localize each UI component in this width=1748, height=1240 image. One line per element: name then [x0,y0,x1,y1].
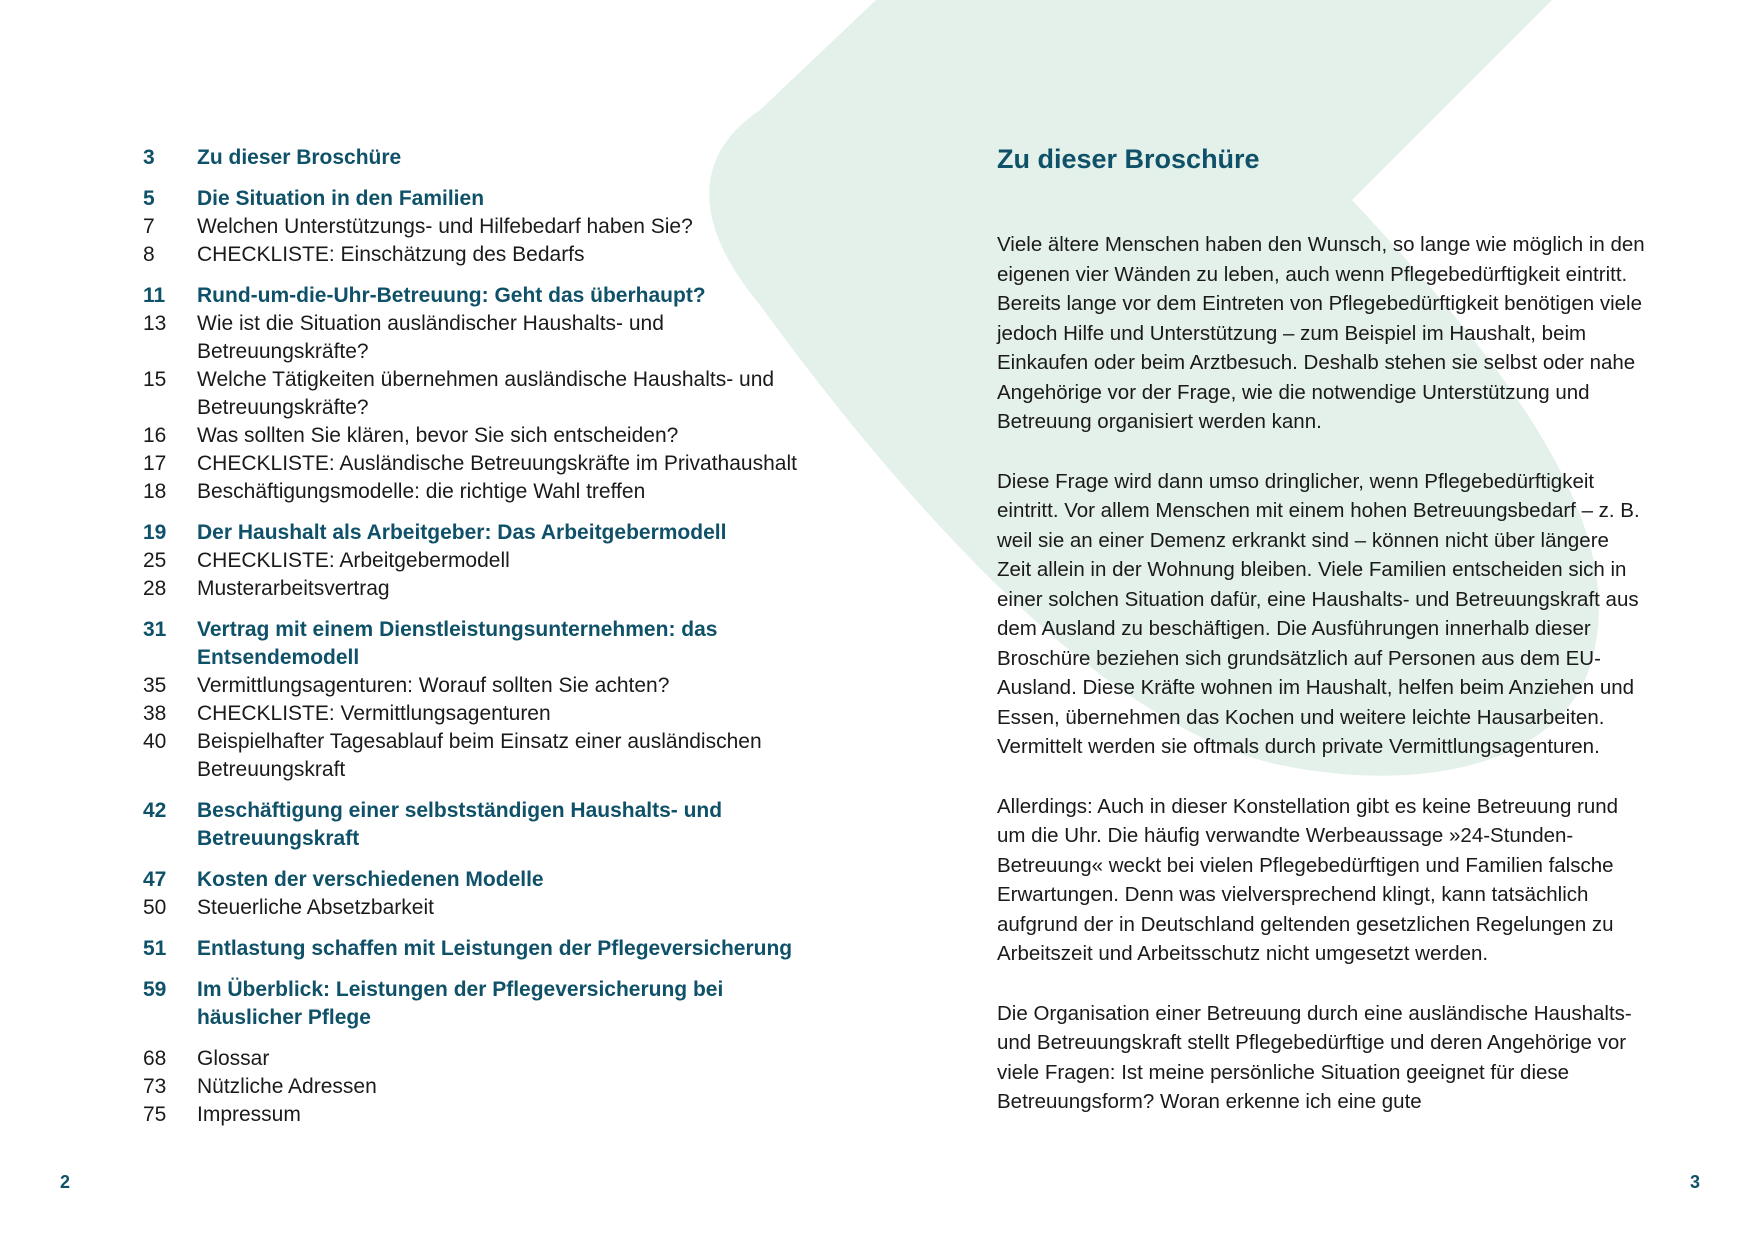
toc-page-number: 35 [143,674,167,697]
toc-page-number: 51 [143,937,167,960]
intro-paragraph-2: Diese Frage wird dann umso dringlicher, wenn Pflegebedürftigkeit eintritt. Vor allem Menschen mit einem hohen Betreuungsbedarf – z. B. weil sie an einer Demenz erkrankt sind – können nicht über längere Zeit allein in der Wohnung bleiben. Viele Familien entscheiden sich in einer solchen Situation dafür, eine Haushalts- und Betreuungskraft aus dem Ausland zu beschäftigen. Die Ausführungen innerhalb dieser Broschüre beziehen sich grundsätzlich auf Personen aus dem EU-Ausland. Diese Kräfte wohnen im Haushalt, helfen beim Anziehen und Essen, übernehmen das Kochen und weitere leichte Hausarbeiten. Vermittelt werden sie oftmals durch private Vermittlungsagenturen. [997,469,1640,758]
toc-entry-title: Kosten der verschiedenen Modelle [197,868,544,891]
table-of-contents [143,144,803,1142]
toc-page-number: 50 [143,896,167,919]
page-number-right: 3 [1690,1172,1701,1192]
intro-paragraph-3: Allerdings: Auch in dieser Konstellation gibt es keine Betreuung rund um die Uhr. Die häufig verwandte Werbeaussage »24-Stunden-Betreuung« weckt bei vielen Pflegebedürftigen und Familien falsche Erwartungen. Denn was vielversprechend klingt, kann tatsächlich aufgrund der in Deutschland geltenden gesetzlichen Regelungen zu Arbeitszeit und Arbeitsschutz nicht umgesetzt werden. [997,794,1619,965]
toc-subentry[interactable] [143,1073,803,1101]
toc-subentry[interactable] [143,366,803,422]
toc-subentry[interactable] [143,728,803,784]
toc-entry-title: CHECKLISTE: Arbeitgebermodell [197,549,510,572]
toc-entry-title: Vermittlungsagenturen: Worauf sollten Sie achten? [197,674,670,697]
toc-subentry[interactable] [143,213,803,241]
toc-chapter-entry[interactable] [143,976,803,1032]
toc-page-number: 40 [143,730,167,753]
toc-entry-title: Was sollten Sie klären, bevor Sie sich entscheiden? [197,424,679,447]
toc-chapter-entry[interactable] [143,616,803,672]
toc-page-number: 17 [143,452,167,475]
toc-entry-title: Steuerliche Absetzbarkeit [197,896,434,919]
toc-subentry[interactable] [143,478,803,506]
toc-entry-title: Wie ist die Situation ausländischer Haushalts- und Betreuungskräfte? [197,312,664,363]
toc-subentry[interactable] [143,672,803,700]
toc-page-number: 38 [143,702,167,725]
toc-page-number: 18 [143,480,167,503]
toc-subentry[interactable] [143,450,803,478]
toc-entry-title: Beispielhafter Tagesablauf beim Einsatz einer ausländischen Betreuungskraft [197,730,762,781]
toc-entry-title: Im Überblick: Leistungen der Pflegeversicherung bei häuslicher Pflege [197,978,724,1029]
toc-subentry[interactable] [143,241,803,269]
toc-entry-title: Vertrag mit einem Dienstleistungsunternehmen: das Entsendemodell [197,618,718,669]
toc-page-number: 13 [143,312,167,335]
toc-page-number: 19 [143,521,167,544]
toc-page-number: 15 [143,368,167,391]
toc-chapter-entry[interactable] [143,866,803,894]
toc-subentry[interactable] [143,310,803,366]
intro-section [997,142,1647,1147]
toc-page-number: 7 [143,215,155,238]
toc-entry-title: Impressum [197,1103,301,1126]
toc-page-number: 31 [143,618,167,641]
toc-chapter-entry[interactable] [143,144,803,172]
toc-page-number: 3 [143,146,155,169]
toc-group [143,282,803,506]
toc-group [143,935,803,963]
toc-chapter-entry[interactable] [143,797,803,853]
toc-subentry[interactable] [143,422,803,450]
toc-page-number: 11 [143,284,166,307]
toc-page-number: 28 [143,577,167,600]
toc-group [143,866,803,922]
toc-page-number: 73 [143,1075,167,1098]
toc-group [143,797,803,853]
toc-page-number: 75 [143,1103,167,1126]
toc-entry-title: Welchen Unterstützungs- und Hilfebedarf haben Sie? [197,215,693,238]
toc-chapter-entry[interactable] [143,519,803,547]
toc-subentry[interactable] [143,1045,803,1073]
toc-chapter-entry[interactable] [143,935,803,963]
toc-entry-title: Musterarbeitsvertrag [197,577,390,600]
toc-subentry[interactable] [143,575,803,603]
toc-subentry[interactable] [143,547,803,575]
toc-page-number: 16 [143,424,167,447]
toc-entry-title: Zu dieser Broschüre [197,146,402,169]
toc-group [143,519,803,603]
toc-group [143,976,803,1032]
toc-entry-title: Nützliche Adressen [197,1075,377,1098]
intro-paragraph-4: Die Organisation einer Betreuung durch eine ausländische Haushalts- und Betreuungskraft stellt Pflegebedürftige und deren Angehörige vor viele Fragen: Ist meine persönliche Situation geeignet für diese Betreuungsform? Woran erkenne ich eine gute [997,1001,1632,1113]
toc-group [143,1045,803,1129]
toc-subentry[interactable] [143,894,803,922]
toc-page-number: 5 [143,187,155,210]
toc-entry-title: Glossar [197,1047,270,1070]
toc-entry-title: CHECKLISTE: Einschätzung des Bedarfs [197,243,585,266]
toc-group [143,185,803,269]
toc-entry-title: Rund-um-die-Uhr-Betreuung: Geht das überhaupt? [197,284,706,307]
toc-page-number: 42 [143,799,167,822]
toc-chapter-entry[interactable] [143,185,803,213]
toc-entry-title: CHECKLISTE: Vermittlungsagenturen [197,702,551,725]
toc-group [143,144,803,172]
toc-subentry[interactable] [143,700,803,728]
toc-subentry[interactable] [143,1101,803,1129]
page-number-left: 2 [60,1172,71,1192]
toc-page-number: 47 [143,868,167,891]
intro-paragraph-1: Viele ältere Menschen haben den Wunsch, so lange wie möglich in den eigenen vier Wänden zu leben, auch wenn Pflegebedürftigkeit eintritt. Bereits lange vor dem Eintreten von Pflegebedürftigkeit benötigen viele jedoch Hilfe und Unterstützung – zum Beispiel im Haushalt, beim Einkaufen oder beim Arztbesuch. Deshalb stehen sie selbst oder nahe Angehörige vor der Frage, wie die notwendige Unterstützung und Betreuung organisiert werden kann. [997,233,1645,433]
toc-entry-title: Der Haushalt als Arbeitgeber: Das Arbeitgebermodell [197,521,727,544]
toc-entry-title: Welche Tätigkeiten übernehmen ausländische Haushalts- und Betreuungskräfte? [197,368,775,419]
toc-entry-title: CHECKLISTE: Ausländische Betreuungskräfte im Privathaushalt [197,452,797,475]
toc-page-number: 59 [143,978,167,1001]
toc-page-number: 68 [143,1047,167,1070]
toc-group [143,616,803,784]
toc-page-number: 25 [143,549,167,572]
toc-page-number: 8 [143,243,155,266]
toc-entry-title: Beschäftigungsmodelle: die richtige Wahl treffen [197,480,646,503]
toc-entry-title: Beschäftigung einer selbstständigen Haushalts- und Betreuungskraft [197,799,723,850]
section-title: Zu dieser Broschüre [997,144,1260,174]
toc-chapter-entry[interactable] [143,282,803,310]
toc-entry-title: Entlastung schaffen mit Leistungen der Pflegeversicherung [197,937,793,960]
toc-entry-title: Die Situation in den Familien [197,187,485,210]
